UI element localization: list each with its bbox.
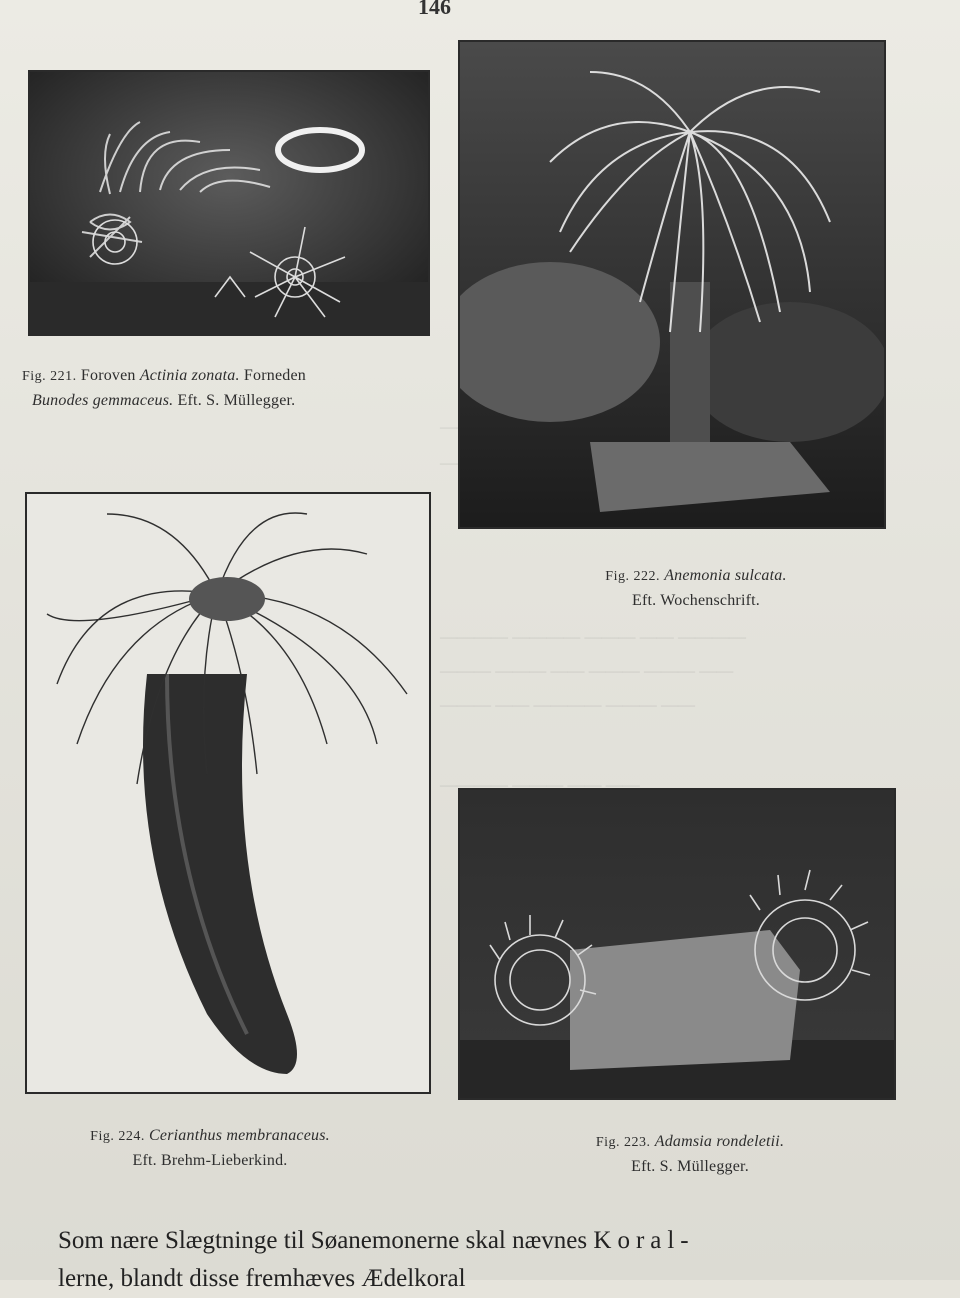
figure-224-illustration [25,492,431,1094]
body-paragraph [58,1222,958,1298]
body-text-line-2: lerne, blandt disse fremhæves Ædelkoral [58,1265,466,1292]
figure-221-caption [22,364,432,413]
figure-223-caption [520,1130,860,1179]
figure-223-photo [458,788,896,1100]
body-text-line-1: Som nære Slægtninge til Søanemonerne skal nævnes [58,1227,594,1254]
figure-number: Fig. 222. [605,569,660,584]
figure-221-photo [28,70,430,336]
caption-text: Forneden [243,367,306,384]
figure-224-caption [40,1124,380,1173]
figure-credit: Eft. S. Müllegger. [631,1158,749,1175]
figure-credit: Eft. Wochenschrift. [632,592,760,609]
figure-number: Fig. 221. [22,369,77,384]
figure-number: Fig. 223. [595,1135,651,1150]
species-name: Actinia zonata. [139,367,240,384]
figure-222-caption [546,564,846,613]
page-number: 146 [418,0,451,19]
figure-number: Fig. 224. [90,1129,145,1144]
species-name: Adamsia rondeletii. [654,1133,785,1150]
figure-222-photo [458,40,886,529]
species-name: Anemonia sulcata. [664,567,787,584]
figure-credit: Eft. Brehm-Lieberkind. [132,1152,288,1169]
caption-text: Foroven [80,367,136,384]
figure-credit: Eft. S. Müllegger. [177,392,296,409]
emphasized-term: Koral- [593,1227,695,1254]
species-name: Cerianthus membranaceus. [149,1127,330,1144]
species-name: Bunodes gemmaceus. [32,392,174,409]
